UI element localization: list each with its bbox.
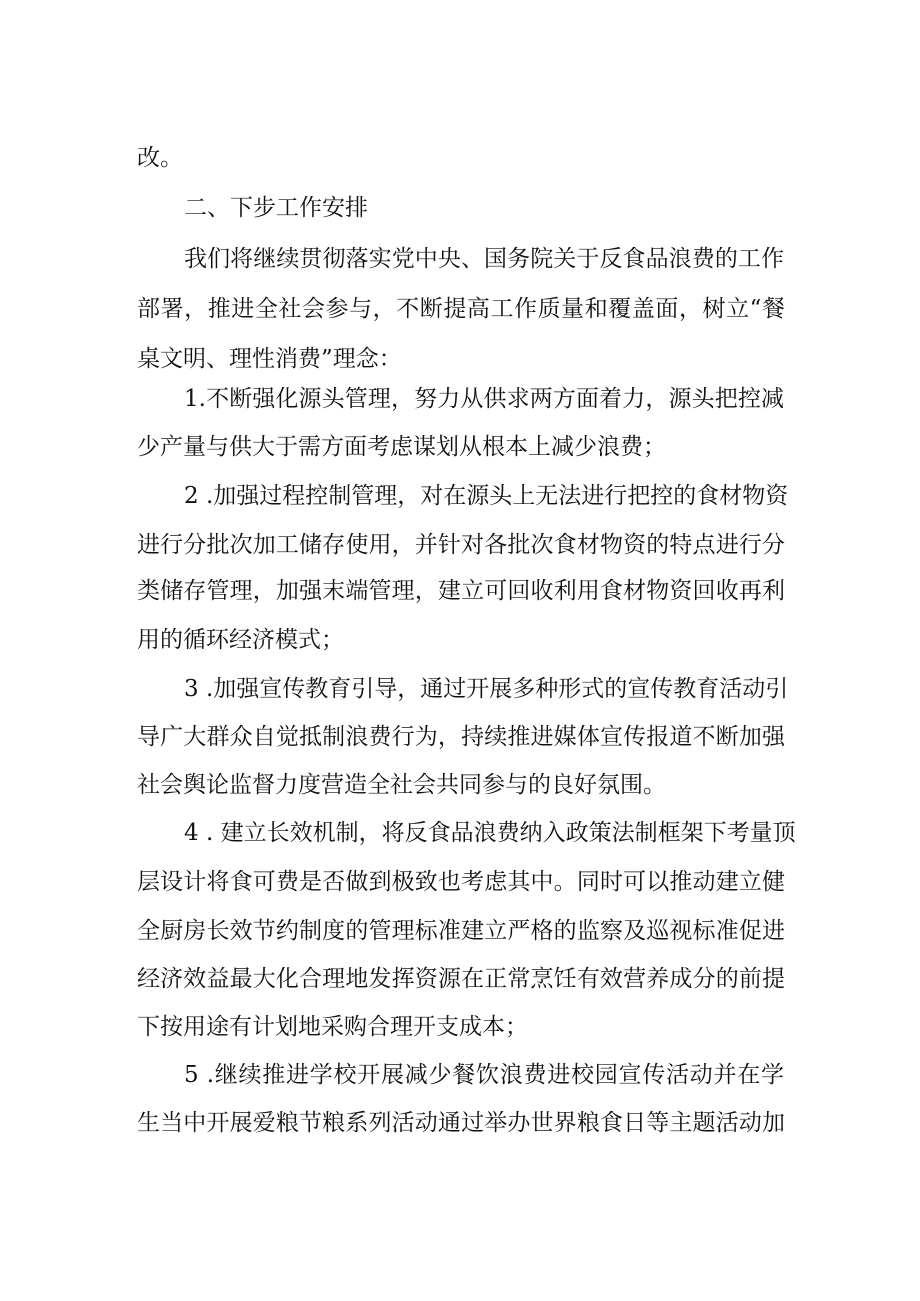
text-line: 部署，推进全社会参与，不断提高工作质量和覆盖面，树立“餐	[137, 296, 785, 322]
text-line: 下按用途有计划地采购合理开支成本；	[137, 1014, 528, 1040]
text-line: 全厨房长效节约制度的管理标准建立严格的监察及巡视标准促进	[137, 918, 785, 944]
text-line: 层设计将食可费是否做到极致也考虑其中。同时可以推动建立健	[137, 869, 785, 895]
text-line: 类储存管理，加强末端管理，建立可回收利用食材物资回收再利	[137, 578, 785, 604]
text-line: 社会舆论监督力度营造全社会共同参与的良好氛围。	[137, 772, 666, 798]
list-item-5: 5 .继续推进学校开展减少餐饮浪费进校园宣传活动并在学	[184, 1062, 784, 1088]
text-line: 导广大群众自觉抵制浪费行为，持续推进媒体宣传报道不断加强	[137, 724, 785, 750]
text-line: 进行分批次加工储存使用，并针对各批次食材物资的特点进行分	[137, 532, 785, 558]
list-item-4: 4 . 建立长效机制，将反食品浪费纳入政策法制框架下考量顶	[184, 820, 796, 846]
list-item-2: 2 .加强过程控制管理，对在源头上无法进行把控的食材物资	[184, 483, 789, 509]
text-line: 少产量与供大于需方面考虑谋划从根本上减少浪费；	[137, 434, 666, 460]
text-line: 桌文明、理性消费”理念：	[137, 346, 402, 372]
text-line: 我们将继续贯彻落实党中央、国务院关于反食品浪费的工作	[184, 246, 784, 272]
list-item-3: 3 .加强宣传教育引导，通过开展多种形式的宣传教育活动引	[184, 676, 789, 702]
text-line: 经济效益最大化合理地发挥资源在正常烹饪有效营养成分的前提	[137, 966, 785, 992]
list-item-1: 1.不断强化源头管理，努力从供求两方面着力，源头把控减	[184, 386, 784, 412]
text-line: 用的循环经济模式；	[137, 627, 344, 653]
text-line: 改。	[137, 145, 183, 171]
text-line: 生当中开展爱粮节粮系列活动通过举办世界粮食日等主题活动加	[137, 1110, 785, 1136]
section-heading: 二、下步工作安排	[184, 195, 368, 221]
